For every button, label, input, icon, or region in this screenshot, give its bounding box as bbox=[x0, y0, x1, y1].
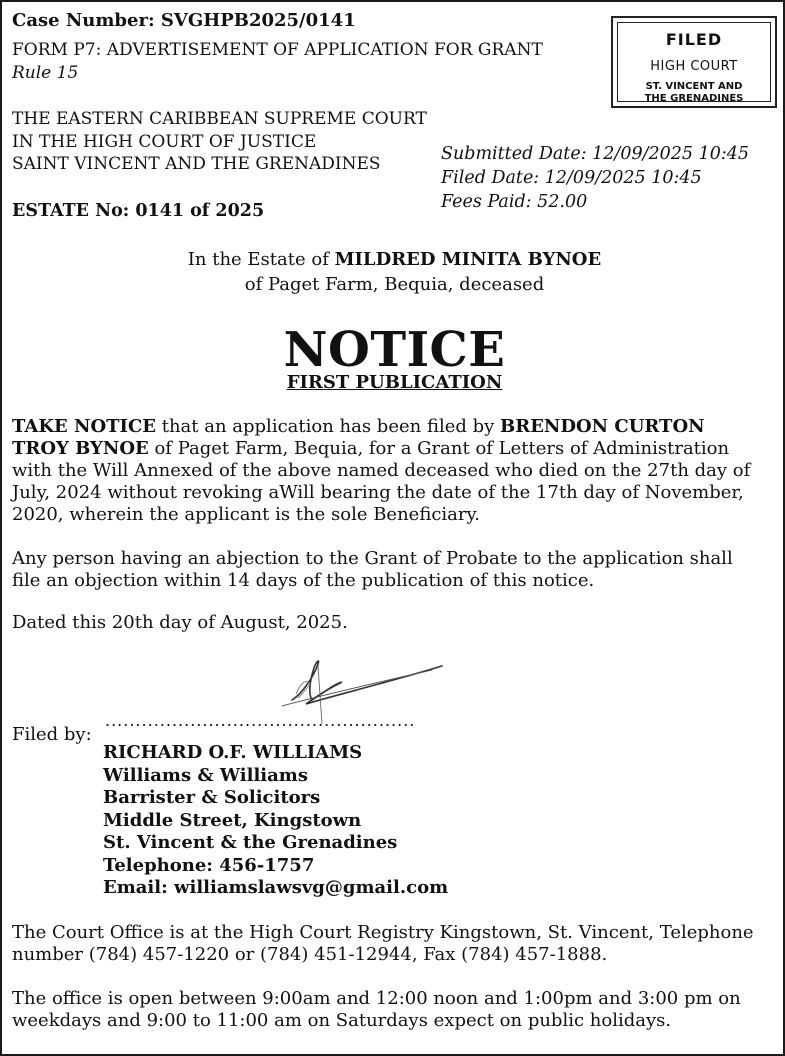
paragraph-line: number (784) 457-1220 or (784) 451-12944, Fax (784) 457-1888. bbox=[12, 944, 608, 965]
submitted-date: Submitted Date: 12/09/2025 10:45 bbox=[441, 144, 750, 164]
paragraph-line: The office is open between 9:00am and 12:00 noon and 1:00pm and 3:00 pm on bbox=[12, 988, 741, 1009]
stamp-jurisdiction bbox=[613, 81, 775, 105]
solicitor-firm: Williams & Williams bbox=[103, 764, 308, 786]
paragraph-text: that an application has been filed by bbox=[156, 416, 501, 437]
paragraph-line bbox=[12, 416, 777, 438]
form-title: FORM P7: ADVERTISEMENT OF APPLICATION FOR GRANT bbox=[12, 40, 543, 60]
stamp-jurisdiction-line: THE GRENADINES bbox=[644, 93, 744, 104]
solicitor-block bbox=[103, 742, 448, 900]
deceased-residence: of Paget Farm, Bequia, deceased bbox=[244, 274, 545, 295]
filing-dates bbox=[441, 142, 749, 214]
paragraph-line: with the Will Annexed of the above named deceased who died on the 27th day of bbox=[12, 460, 751, 481]
paragraph-line: weekdays and 9:00 to 11:00 am on Saturdays expect on public holidays. bbox=[12, 1010, 672, 1031]
filed-by-label: Filed by: bbox=[12, 724, 92, 745]
solicitor-street: Middle Street, Kingstown bbox=[103, 809, 362, 831]
notice-paragraph bbox=[12, 416, 777, 526]
paragraph-line: file an objection within 14 days of the publication of this notice. bbox=[12, 570, 595, 591]
deceased-name: MILDRED MINITA BYNOE bbox=[334, 249, 602, 270]
paragraph-line bbox=[12, 438, 777, 460]
solicitor-telephone: Telephone: 456-1757 bbox=[103, 854, 315, 876]
solicitor-country: St. Vincent & the Grenadines bbox=[103, 832, 398, 853]
applicant-name: BRENDON CURTON bbox=[500, 416, 705, 437]
rule-reference: Rule 15 bbox=[12, 63, 79, 83]
solicitor-email: Email: williamslawsvg@gmail.com bbox=[103, 877, 449, 898]
applicant-name: TROY BYNOE bbox=[12, 438, 149, 459]
paragraph-line: July, 2024 without revoking aWill bearing the date of the 17th day of November, bbox=[12, 482, 744, 503]
estate-number: ESTATE No: 0141 of 2025 bbox=[12, 201, 265, 221]
stamp-court: HIGH COURT bbox=[650, 59, 738, 74]
court-line: IN THE HIGH COURT OF JUSTICE bbox=[12, 131, 317, 152]
paragraph-line: Any person having an abjection to the Grant of Probate to the application shall bbox=[12, 548, 733, 569]
fees-paid: Fees Paid: 52.00 bbox=[441, 192, 588, 212]
court-heading bbox=[12, 108, 427, 176]
estate-prefix: In the Estate of bbox=[187, 249, 335, 270]
solicitor-name: RICHARD O.F. WILLIAMS bbox=[103, 742, 363, 763]
estate-of-line bbox=[2, 249, 785, 271]
solicitor-title: Barrister & Solicitors bbox=[103, 787, 321, 808]
case-number: Case Number: SVGHPB2025/0141 bbox=[12, 10, 356, 31]
paragraph-line: 2020, wherein the applicant is the sole Beneficiary. bbox=[12, 504, 481, 525]
notice-title: NOTICE bbox=[283, 322, 506, 378]
dated-line: Dated this 20th day of August, 2025. bbox=[12, 612, 348, 633]
signature-line: ................................................... bbox=[105, 711, 416, 730]
filed-stamp bbox=[611, 16, 777, 108]
publication-label: FIRST PUBLICATION bbox=[286, 372, 503, 393]
take-notice-lead: TAKE NOTICE bbox=[12, 416, 156, 437]
office-hours-paragraph bbox=[12, 988, 777, 1032]
stamp-status: FILED bbox=[665, 30, 723, 49]
paragraph-text: of Paget Farm, Bequia, for a Grant of Letters of Administration bbox=[148, 438, 730, 459]
court-line: SAINT VINCENT AND THE GRENADINES bbox=[12, 154, 381, 174]
stamp-jurisdiction-line: ST. VINCENT AND bbox=[645, 81, 743, 92]
court-office-paragraph bbox=[12, 922, 777, 966]
court-line: THE EASTERN CARIBBEAN SUPREME COURT bbox=[12, 109, 427, 129]
objection-paragraph bbox=[12, 548, 777, 592]
paragraph-line: The Court Office is at the High Court Registry Kingstown, St. Vincent, Telephone bbox=[12, 922, 754, 943]
filed-date: Filed Date: 12/09/2025 10:45 bbox=[441, 168, 702, 188]
